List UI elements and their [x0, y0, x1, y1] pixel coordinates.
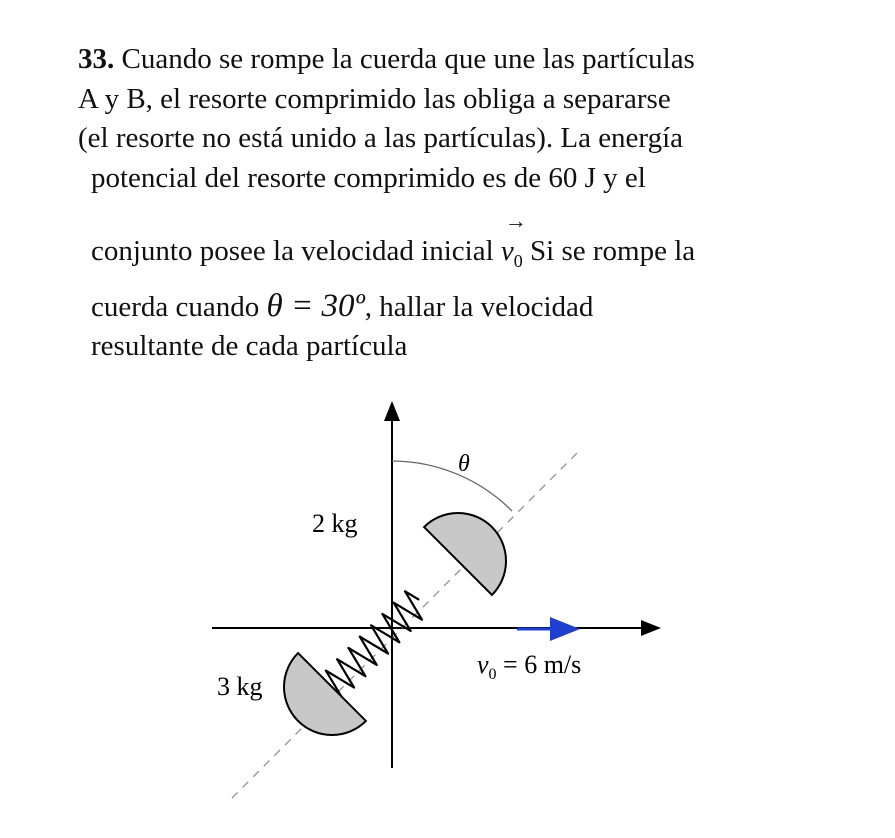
problem-line-7: resultante de cada partícula	[91, 330, 408, 362]
velocity-label-subscript: 0	[488, 666, 497, 683]
problem-text-6b: , hallar la velocidad	[364, 291, 594, 323]
problem-number: 33.	[78, 43, 115, 75]
vector-arrow: →	[504, 208, 527, 233]
mass-label-bottom: 3 kg	[217, 672, 263, 701]
problem-text-1: Cuando se rompe la cuerda que une las partículas	[121, 43, 695, 75]
angle-arc	[392, 461, 512, 511]
problem-text-5a: conjunto posee la velocidad inicial	[91, 235, 494, 267]
initial-velocity-symbol	[500, 208, 527, 278]
velocity-subscript: 0	[513, 250, 523, 271]
problem-line-5	[91, 208, 696, 278]
angle-equation: θ = 30º	[266, 288, 365, 324]
velocity-label	[477, 650, 581, 683]
velocity-label-symbol: v	[477, 650, 489, 679]
problem-text-6a: cuerda cuando	[91, 291, 260, 323]
mass-label-top: 2 kg	[312, 509, 358, 538]
velocity-letter: v	[500, 235, 514, 267]
problem-text-5b: Si se rompe la	[530, 235, 696, 267]
velocity-label-value: = 6 m/s	[496, 650, 582, 679]
spring-diagram	[212, 393, 672, 813]
problem-line-2: A y B, el resorte comprimido las obliga a separarse	[78, 83, 671, 115]
problem-line-3: (el resorte no está unido a las partículas). La energía	[78, 122, 683, 154]
problem-line-4: potencial del resorte comprimido es de 60 J y el	[91, 162, 646, 194]
problem-line-6	[91, 289, 593, 324]
particle-2kg	[424, 493, 526, 595]
problem-line-1	[78, 42, 695, 76]
angle-label: θ	[458, 451, 470, 477]
